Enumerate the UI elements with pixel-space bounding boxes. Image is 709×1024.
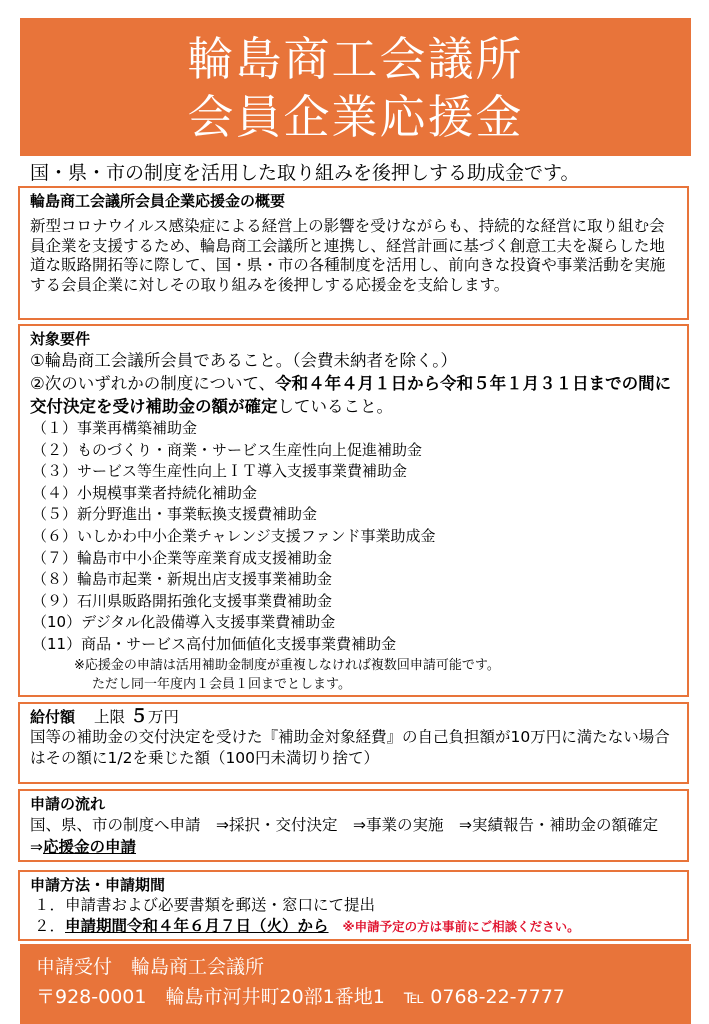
- note-line-1: ※応援金の申請は活用補助金制度が重複しなければ複数回申請可能です。: [74, 657, 500, 673]
- subtitle: 国・県・市の制度を活用した取り組みを後押しする助成金です。: [30, 162, 580, 184]
- requirements-heading: 対象要件: [30, 330, 91, 348]
- amount-limit-value: ５: [129, 706, 148, 727]
- footer-line-1: 申請受付 輪島商工会議所: [36, 956, 265, 978]
- requirement-2-pre: ②次のいずれかの制度について、: [30, 374, 276, 393]
- flow-body: [30, 814, 677, 858]
- list-item: （10）デジタル化設備導入支援事業費補助金: [32, 613, 336, 632]
- flow-section: [18, 789, 689, 862]
- method-section: [18, 870, 689, 941]
- overview-heading: 輪島商工会議所会員企業応援金の概要: [30, 192, 286, 210]
- amount-body: 国等の補助金の交付決定を受けた『補助金対象経費』の自己負担額が10万円に満たない場合はその額に1/2を乗じた額（100円未満切り捨て）: [30, 728, 670, 767]
- overview-section: [18, 186, 689, 320]
- title-line-2: 会員企業応援金: [187, 90, 524, 144]
- requirement-2-post: していること。: [277, 397, 393, 416]
- method-heading: 申請方法・申請期間: [30, 876, 166, 894]
- list-item: （９）石川県販路開拓強化支援事業費補助金: [32, 591, 333, 610]
- list-item: （８）輪島市起業・新規出店支援事業補助金: [32, 570, 333, 589]
- flow-heading: 申請の流れ: [30, 795, 106, 813]
- overview-body: 新型コロナウイルス感染症による経営上の影響を受けながらも、持続的な経営に取り組む会員企業を支援するため、輪島商工会議所と連携し、経営計画に基づく創意工夫を凝らした地道な販路開拓等に際して、国・県・市の各種制度を活用し、前向きな投資や事業活動を実施する会員企業に対しその取り組みを後押しする応援金を支給します。: [30, 217, 666, 294]
- list-item: （５）新分野進出・事業転換支援費補助金: [32, 505, 318, 524]
- requirement-2: [30, 372, 677, 418]
- requirements-section: [18, 324, 689, 697]
- title-line-1: 輪島商工会議所: [187, 32, 524, 86]
- method-row-2: [30, 916, 677, 937]
- method-warning: ※申請予定の方は事前にご相談ください。: [342, 919, 580, 934]
- list-item: （６）いしかわ中小企業チャレンジ支援ファンド事業助成金: [32, 526, 436, 545]
- amount-limit-unit: 万円: [147, 708, 179, 726]
- flow-last-step: 応援金の申請: [43, 838, 137, 856]
- note-line-2: ただし同一年度内１会員１回までとします。: [92, 676, 351, 692]
- footer-line-2: 〒928-0001 輪島市河井町20部1番地1 ℡ 0768-22-7777: [36, 986, 565, 1008]
- list-item: （２）ものづくり・商業・サービス生産性向上促進補助金: [32, 440, 423, 459]
- list-item: （１）事業再構築補助金: [32, 419, 198, 437]
- flow-steps: 国、県、市の制度へ申請 ⇒採択・交付決定 ⇒事業の実施 ⇒実績報告・補助金の額確定 ⇒: [30, 816, 674, 856]
- list-item: （７）輪島市中小企業等産業育成支援補助金: [32, 548, 333, 567]
- requirement-2-bold: 令和４年４月１日から令和５年１月３１日までの間に交付決定を受け補助金の額が確定: [30, 374, 672, 416]
- amount-heading: 給付額: [30, 708, 76, 726]
- footer-contact: [20, 944, 691, 1024]
- requirement-1: ①輪島商工会議所会員であること。（会費未納者を除く。）: [30, 351, 457, 370]
- title-banner: [20, 18, 691, 156]
- list-item: （11）商品・サービス高付加価値化支援事業費補助金: [32, 634, 397, 653]
- method-row-2-number: ２．: [34, 917, 66, 935]
- method-period: 申請期間令和４年６月７日（火）から: [65, 917, 329, 935]
- method-row-1: １．申請書および必要書類を郵送・窓口にて提出: [34, 896, 376, 914]
- list-item: （３）サービス等生産性向上ＩＴ導入支援事業費補助金: [32, 462, 408, 481]
- list-item: （４）小規模事業者持続化補助金: [32, 483, 258, 502]
- amount-limit-label: 上限: [93, 708, 125, 726]
- amount-section: [18, 702, 689, 784]
